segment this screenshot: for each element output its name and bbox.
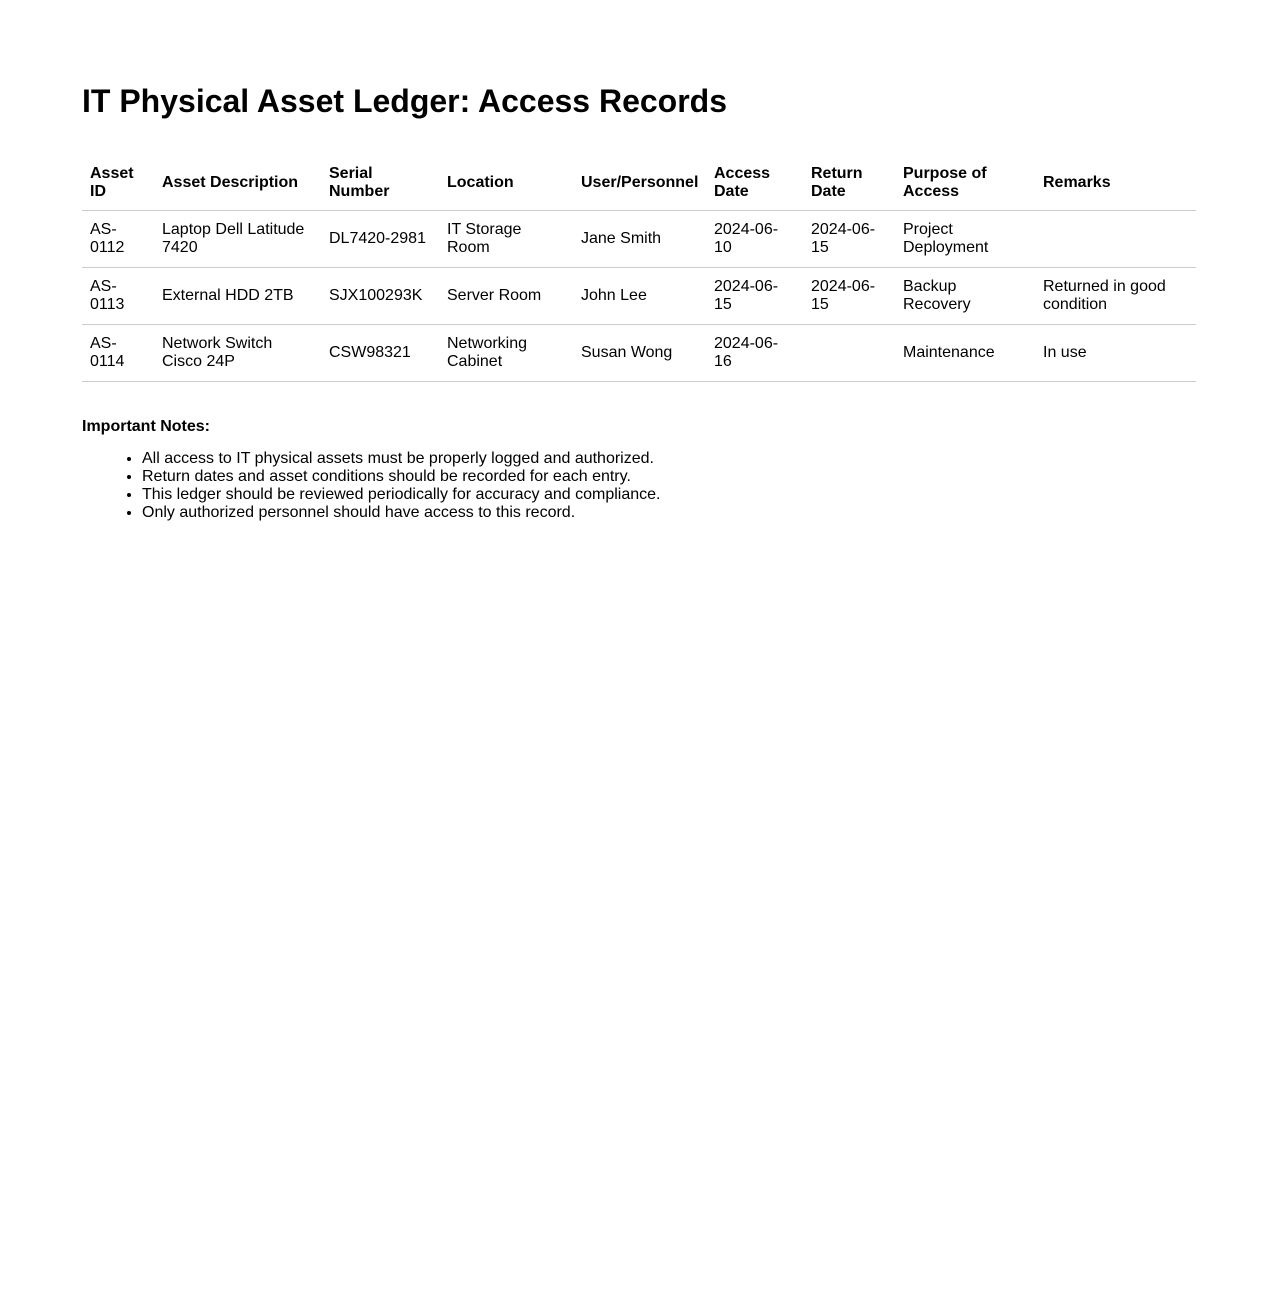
notes-list (82, 450, 1196, 522)
list-item: • This ledger should be reviewed periodically for accuracy and compliance. (142, 486, 1196, 504)
column-header-asset-id: Asset ID (90, 164, 134, 200)
table-row (82, 211, 1196, 268)
column-header-asset-description: Asset Description (162, 173, 299, 191)
cell-serial-number: CSW98321 (329, 344, 411, 361)
cell-serial-number: DL7420-2981 (329, 230, 426, 247)
cell-remarks: Returned in good condition (1043, 278, 1166, 313)
page (0, 0, 1278, 522)
cell-user-personnel: John Lee (581, 287, 647, 304)
cell-access-date: 2024-06-10 (714, 221, 779, 256)
cell-location: Server Room (447, 287, 542, 304)
cell-purpose: Backup Recovery (903, 278, 971, 313)
column-header-purpose: Purpose of Access (903, 164, 987, 200)
column-header-serial-number: Serial Number (329, 164, 390, 200)
column-header-location: Location (447, 173, 514, 191)
cell-purpose: Maintenance (903, 344, 995, 361)
table-row (82, 268, 1196, 325)
cell-asset-id: AS-0113 (90, 278, 125, 313)
column-header-user-personnel: User/Personnel (581, 173, 699, 191)
cell-asset-id: AS-0112 (90, 221, 125, 256)
cell-remarks: In use (1043, 344, 1087, 361)
cell-asset-description: Network Switch Cisco 24P (162, 335, 273, 370)
asset-access-table (82, 155, 1196, 382)
cell-asset-id: AS-0114 (90, 335, 125, 370)
list-item: • Return dates and asset conditions should be recorded for each entry. (142, 468, 1196, 486)
cell-location: IT Storage Room (447, 221, 522, 256)
cell-remarks (1035, 211, 1196, 268)
page-title: IT Physical Asset Ledger: Access Records (82, 83, 728, 119)
cell-purpose: Project Deployment (903, 221, 989, 256)
cell-user-personnel: Susan Wong (581, 344, 673, 361)
cell-return-date: 2024-06-15 (811, 221, 876, 256)
cell-return-date (803, 325, 895, 382)
cell-asset-description: External HDD 2TB (162, 287, 294, 304)
cell-user-personnel: Jane Smith (581, 230, 662, 247)
cell-asset-description: Laptop Dell Latitude 7420 (162, 221, 305, 256)
column-header-access-date: Access Date (714, 164, 771, 200)
column-header-return-date: Return Date (811, 164, 863, 200)
table-row (82, 325, 1196, 382)
column-header-remarks: Remarks (1043, 173, 1111, 191)
list-item: • Only authorized personnel should have access to this record. (142, 504, 1196, 522)
cell-access-date: 2024-06-15 (714, 278, 779, 313)
cell-access-date: 2024-06-16 (714, 335, 779, 370)
cell-serial-number: SJX100293K (329, 287, 423, 304)
cell-return-date: 2024-06-15 (811, 278, 876, 313)
cell-location: Networking Cabinet (447, 335, 528, 370)
table-header-row (82, 155, 1196, 211)
list-item: • All access to IT physical assets must be properly logged and authorized. (142, 450, 1196, 468)
notes-title: Important Notes: (82, 418, 210, 435)
